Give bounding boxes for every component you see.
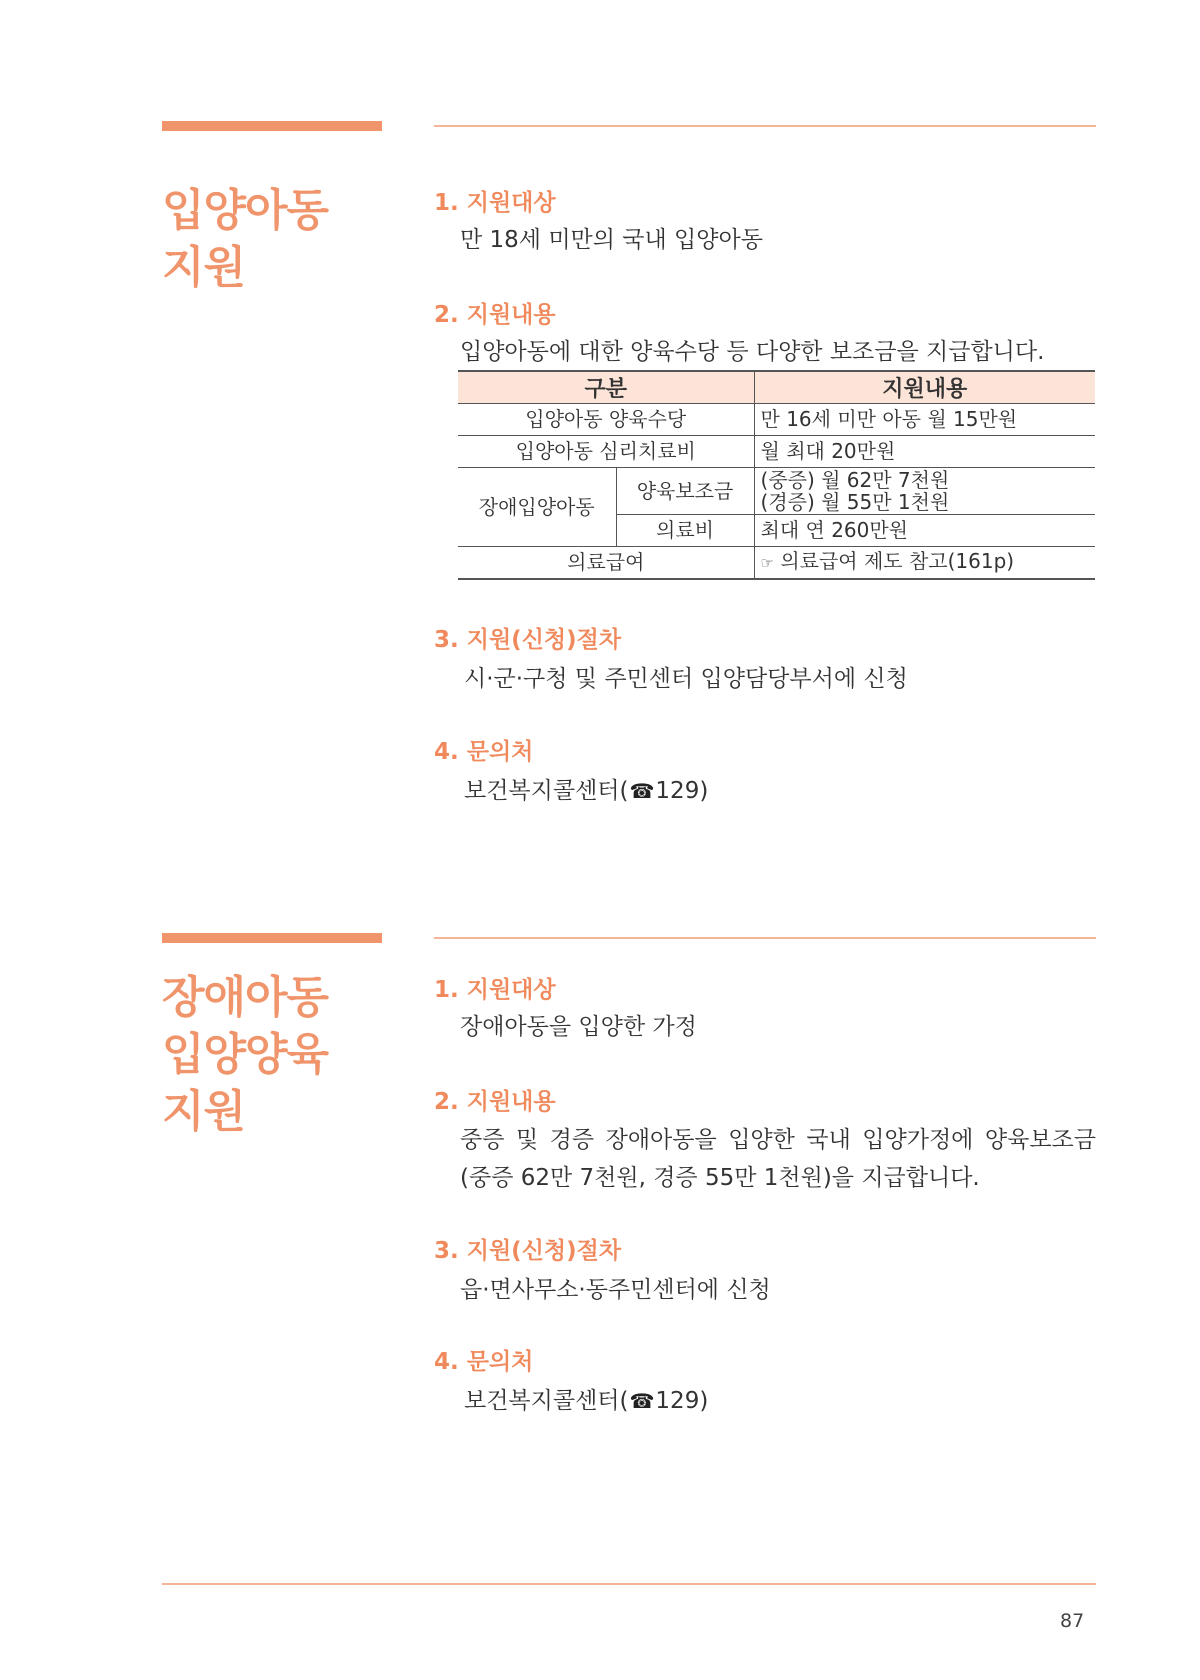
table-cell-sub: 양육보조금 — [616, 468, 754, 515]
table-cell-value: 월 최대 20만원 — [754, 436, 1095, 468]
table-cell-value — [754, 468, 1095, 515]
section2-heading-procedure: 3. 지원(신청)절차 — [434, 1238, 622, 1264]
section1-heading-inquiry: 4. 문의처 — [434, 739, 534, 765]
section1-title-line2: 지원 — [162, 242, 246, 293]
section1-target-text: 만 18세 미만의 국내 입양아동 — [460, 227, 763, 253]
table-row — [458, 436, 1095, 468]
phone-icon: ☎ — [629, 1389, 655, 1413]
table-header-support: 지원내용 — [754, 371, 1095, 404]
table-cell-group: 장애입양아동 — [458, 468, 616, 547]
section1-accent-bar — [162, 121, 382, 131]
section2-target-text: 장애아동을 입양한 가정 — [460, 1014, 697, 1040]
pointing-hand-icon: ☞ — [760, 554, 774, 572]
section2-accent-bar — [162, 933, 382, 943]
footer-divider — [162, 1583, 1096, 1585]
section2-title-line1: 장애아동 — [162, 972, 329, 1023]
section1-target — [434, 188, 1096, 258]
section1-title-line1: 입양아동 — [162, 185, 329, 236]
section2-procedure — [434, 1236, 1096, 1308]
section1-procedure — [434, 625, 1096, 697]
table-row — [458, 547, 1095, 580]
section2-content-text: 중증 및 경증 장애아동을 입양한 국내 입양가정에 양육보조금 (중증 62만 7천원, 경증 55만 1천원)을 지급합니다. — [460, 1127, 1096, 1191]
table-cell-label: 입양아동 양육수당 — [458, 404, 754, 436]
section1-divider — [434, 125, 1096, 127]
page-number: 87 — [1060, 1610, 1085, 1632]
section2-title — [162, 969, 402, 1140]
table-cell-value: 만 16세 미만 아동 월 15만원 — [754, 404, 1095, 436]
table-header-category: 구분 — [458, 371, 754, 404]
section1-content — [434, 300, 1096, 580]
table-cell-sub: 의료비 — [616, 515, 754, 547]
section1-contact — [434, 773, 1096, 809]
phone-icon: ☎ — [629, 779, 655, 803]
table-cell-value-text: 의료급여 제도 참고(161p) — [780, 549, 1015, 573]
section2-procedure-text: 읍·면사무소·동주민센터에 신청 — [460, 1277, 771, 1303]
section1-heading-procedure: 3. 지원(신청)절차 — [434, 627, 622, 653]
section2-title-line2: 입양양육 — [162, 1029, 329, 1080]
section1-procedure-text: 시·군·구청 및 주민센터 입양담당부서에 신청 — [464, 666, 908, 692]
section2-contact — [434, 1383, 1096, 1419]
table-row — [458, 404, 1095, 436]
table-cell-value-line2: (경증) 월 55만 1천원 — [760, 490, 950, 514]
table-row — [458, 468, 1095, 515]
contact-name: 보건복지콜센터( — [464, 1388, 629, 1414]
section2-heading-content: 2. 지원내용 — [434, 1089, 556, 1115]
support-table — [458, 370, 1095, 580]
section2-heading-inquiry: 4. 문의처 — [434, 1349, 534, 1375]
section2-target — [434, 975, 1096, 1045]
section1-heading-content: 2. 지원내용 — [434, 302, 556, 328]
table-cell-label: 입양아동 심리치료비 — [458, 436, 754, 468]
section1-content-text: 입양아동에 대한 양육수당 등 다양한 보조금을 지급합니다. — [460, 339, 1045, 365]
table-cell-label: 의료급여 — [458, 547, 754, 580]
section1-inquiry — [434, 737, 1096, 809]
section2-heading-target: 1. 지원대상 — [434, 977, 556, 1003]
section1-heading-target: 1. 지원대상 — [434, 190, 556, 216]
section1-title — [162, 182, 402, 296]
table-cell-value: 최대 연 260만원 — [754, 515, 1095, 547]
section2-inquiry — [434, 1347, 1096, 1419]
contact-number: 129) — [655, 778, 709, 804]
table-cell-value-line1: (중증) 월 62만 7천원 — [760, 468, 950, 492]
section2-divider — [434, 937, 1096, 939]
section2-content — [434, 1087, 1096, 1197]
table-header-row — [458, 371, 1095, 404]
contact-name: 보건복지콜센터( — [464, 778, 629, 804]
contact-number: 129) — [655, 1388, 709, 1414]
section2-title-line3: 지원 — [162, 1086, 246, 1137]
table-cell-value — [754, 547, 1095, 580]
